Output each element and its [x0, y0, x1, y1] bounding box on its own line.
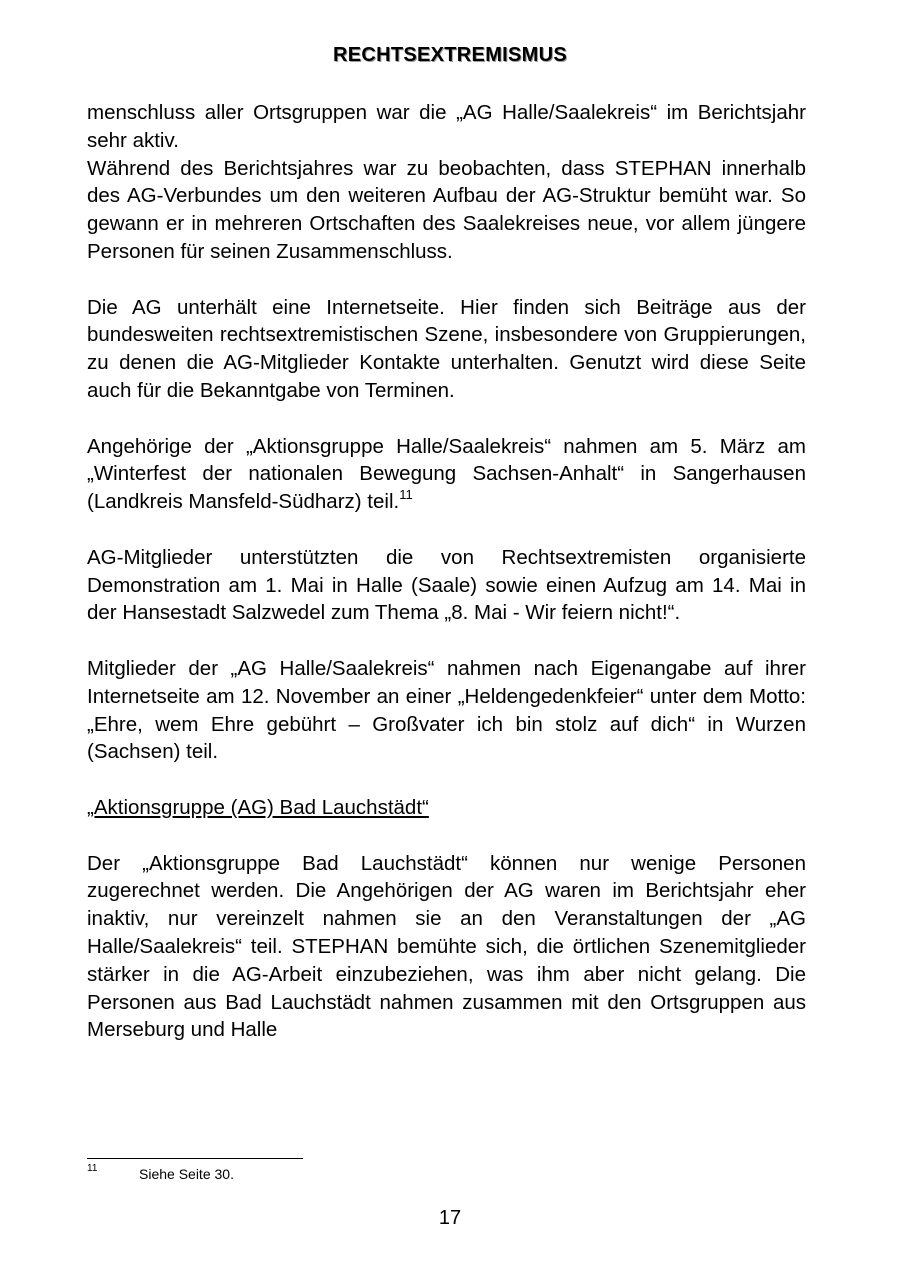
body-text — [87, 99, 806, 1044]
paragraph-4 — [87, 433, 806, 516]
page-number: 17 — [438, 1207, 462, 1229]
paragraph-6: Mitglieder der „AG Halle/Saalekreis“ nahmen nach Eigenangabe auf ihrer Internetseite am 12. November an einer „Heldengedenkfeier“ unter dem Motto: „Ehre, wem Ehre gebührt – Großvater ich bin stolz auf dich“ in Wurzen (Sachsen) teil. — [87, 656, 806, 764]
footnote-reference: 11 — [399, 487, 413, 503]
running-header: RECHTSEXTREMISMUS — [332, 44, 567, 66]
footnote-separator — [87, 1158, 303, 1159]
paragraph-3: Die AG unterhält eine Internetseite. Hier finden sich Beiträge aus der bundesweiten rechtsextremistischen Szene, insbesondere von Gruppierungen, zu denen die AG-Mitglieder Kontakte unterhalten. Genutzt wird diese Seite auch für die Bekanntgabe von Terminen. — [87, 295, 806, 402]
paragraph-7: Der „Aktionsgruppe Bad Lauchstädt“ können nur wenige Personen zugerechnet werden. Die Angehörigen der AG waren im Berichtsjahr eher inaktiv, nur vereinzelt nahmen sie an den Veranstaltungen der „AG Halle/Saalekreis“ teil. STEPHAN bemühte sich, die örtlichen Szenemitglieder stärker in die AG-Arbeit einzubeziehen, was ihm aber nicht gelang. Die Personen aus Bad Lauchstädt nahmen zusammen mit den Ortsgruppen aus Merseburg und Halle — [87, 851, 806, 1042]
footnote-number: 11 — [87, 1163, 98, 1174]
footnote-text: Siehe Seite 30. — [139, 1166, 234, 1182]
paragraph-2: Während des Berichtsjahres war zu beobachten, dass STEPHAN innerhalb des AG-Verbundes um den weiteren Aufbau der AG-Struktur bemüht war. So gewann er in mehreren Ortschaften des Saalekreises neue, vor allem jüngere Personen für seinen Zusammenschluss. — [87, 156, 806, 263]
section-subheading: „Aktionsgruppe (AG) Bad Lauchstädt“ — [87, 795, 429, 819]
paragraph-5: AG-Mitglieder unterstützten die von Rechtsextremisten organisierte Demonstration am 1. Mai in Halle (Saale) sowie einen Aufzug am 14. Mai in der Hansestadt Salzwedel zum Thema „8. Mai - Wir feiern nicht!“. — [87, 545, 806, 625]
paragraph-1: menschluss aller Ortsgruppen war die „AG Halle/Saalekreis“ im Berichtsjahr sehr aktiv. — [87, 101, 806, 152]
paragraph-4-text: Angehörige der „Aktionsgruppe Halle/Saalekreis“ nahmen am 5. März am „Winterfest der nationalen Bewegung Sachsen-Anhalt“ in Sangerhausen (Landkreis Mansfeld-Südharz) teil. — [87, 434, 806, 514]
